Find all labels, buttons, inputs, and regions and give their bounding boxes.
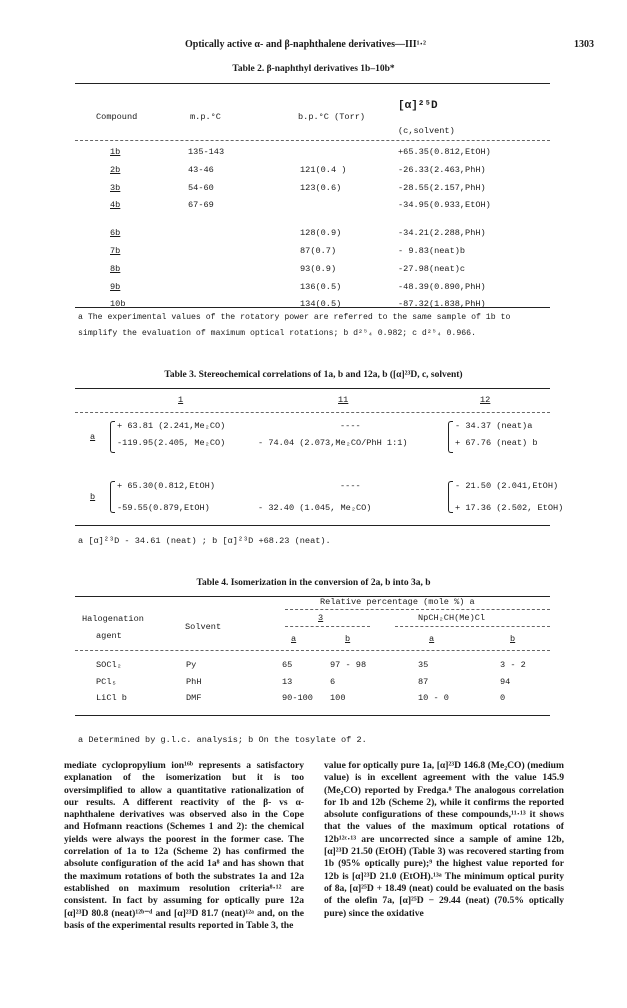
- table3-a-c2-2: - 74.04 (2.073,Me₂CO/PhH 1:1): [258, 438, 408, 448]
- table3-a-c3-1: - 34.37 (neat)a: [455, 421, 533, 431]
- table4-sub-b2: b: [510, 634, 516, 644]
- table2-mp-cell: 43-46: [188, 164, 214, 175]
- table2-rotation-cell: -34.21(2.288,PhH): [398, 228, 486, 239]
- table2-header-compound: Compound: [96, 112, 138, 122]
- table4-cell-np-a: 87: [418, 676, 429, 687]
- table2-compound-cell: 8b: [110, 263, 121, 274]
- table4-cell-3a: 90-100: [282, 693, 313, 703]
- table2-footnote-b: simplify the evaluation of maximum optical rotations; b d²⁵₄ 0.982; c d²⁵₄ 0.966.: [78, 329, 476, 338]
- table4-agent-cell: PCl₅: [96, 676, 117, 687]
- table3-row-label-a: a: [90, 432, 96, 442]
- table4-cell-3a: 13: [282, 676, 293, 687]
- table4-header-halogenation: Halogenation: [82, 614, 144, 624]
- table2-bp-cell: 123(0.6): [300, 182, 342, 193]
- table2-bp-cell: 128(0.9): [300, 228, 342, 239]
- table-rule: [75, 140, 550, 141]
- table4-relative-percentage: Relative percentage (mole %) a: [320, 597, 475, 607]
- table2-rotation-cell: - 9.83(neat)b: [398, 246, 466, 256]
- table3-a-c1-2: -119.95(2.405, Me₂CO): [117, 438, 226, 448]
- table4-sub-a2: a: [429, 634, 435, 644]
- table4-title: Table 4. Isomerization in the conversion of 2a, b into 3a, b: [196, 578, 431, 588]
- table2-bp-cell: 121(0.4 ): [300, 164, 347, 175]
- table2-rotation-cell: -26.33(2.463,PhH): [398, 164, 486, 175]
- table-rule: [285, 609, 550, 610]
- table2-bp-cell: 87(0.7): [300, 246, 337, 256]
- table2-rotation-cell: +65.35(0.812,EtOH): [398, 147, 491, 157]
- table4-agent-cell: SOCl₂: [96, 660, 122, 670]
- table2-compound-cell: 10b: [110, 299, 126, 310]
- table-rule: [75, 715, 550, 716]
- table-rule: [395, 626, 550, 627]
- table4-header-agent: agent: [96, 631, 122, 641]
- table3-title: Table 3. Stereochemical correlations of 1a, b and 12a, b ([α]²³D, c, solvent): [164, 370, 463, 380]
- body-text-right-column: value for optically pure 1a, [α]²³D 146.8 (Me₂CO) (medium value) is in excellent agreement with the value 145.9 (Me₂CO) reported by Fredga.⁸ The analogous correlation for 1b and 12b (Scheme 2), while it confirms the reported absolute configurations of these compounds,¹¹·¹³ it shows that the values of the maximum optical rotations of 12b¹²ᶜ·¹³ are uncorrected since a sample of amine 12b, [α]²³D 21.50 (EtOH) (Table 3) was recovered starting from 1b (95% optically pure);⁹ the highest value reported for 12b is [α]²³D 21.0 (EtOH).¹³ᵃ The minimum optical purity of 8a, [α]²⁵D + 18.49 (neat) could be evaluated on the basis of the olefin 7a, [α]²⁵D − 29.44 (neat) (70.5% optically pure) since the oxidative: [324, 760, 564, 919]
- table2-compound-cell: 2b: [110, 164, 121, 175]
- table4-cell-np-a: 35: [418, 660, 429, 670]
- table3-b-c1-2: -59.55(0.879,EtOH): [117, 503, 210, 513]
- table-rule: [285, 626, 370, 627]
- table2-header-bp: b.p.°C (Torr): [298, 112, 366, 122]
- table2-rotation-cell: -28.55(2.157,PhH): [398, 182, 486, 193]
- table4-cell-3b: 97 - 98: [330, 660, 367, 670]
- table2-rotation-cell: -27.98(neat)c: [398, 263, 466, 274]
- table-rule: [75, 412, 550, 413]
- table3-header-12: 12: [480, 395, 491, 405]
- brace: [110, 481, 115, 513]
- page-number: 1303: [574, 39, 594, 50]
- table4-agent-cell: LiCl b: [96, 693, 127, 703]
- table4-cell-np-b: 0: [500, 693, 506, 703]
- table3-header-1: 1: [178, 395, 184, 405]
- table4-cell-np-b: 94: [500, 676, 511, 687]
- table3-b-c2-2: - 32.40 (1.045, Me₂CO): [258, 503, 372, 513]
- table-rule: [75, 388, 550, 389]
- table2-mp-cell: 67-69: [188, 200, 214, 211]
- table2-rotation-cell: -34.95(0.933,EtOH): [398, 200, 491, 211]
- table4-cell-np-a: 10 - 0: [418, 693, 449, 703]
- table2-footnote-a: a The experimental values of the rotatory power are referred to the same sample of 1b to: [78, 313, 511, 322]
- table4-solvent-cell: DMF: [186, 693, 202, 703]
- table4-sub-b1: b: [345, 634, 351, 644]
- table3-b-c3-2: + 17.36 (2.502, EtOH): [455, 503, 564, 513]
- table2-bp-cell: 136(0.5): [300, 281, 342, 292]
- table-rule: [75, 596, 550, 597]
- table4-cell-np-b: 3 - 2: [500, 660, 526, 670]
- table2-compound-cell: 3b: [110, 182, 121, 193]
- table2-rotation-cell: -48.39(0.890,PhH): [398, 281, 486, 292]
- table3-a-c3-2: + 67.76 (neat) b: [455, 438, 538, 448]
- table3-b-c1-1: + 65.30(0.812,EtOH): [117, 481, 215, 491]
- table2-title: Table 2. β-naphthyl derivatives 1b–10b*: [232, 64, 395, 74]
- table4-sub-a1: a: [291, 634, 297, 644]
- table4-footnote: a Determined by g.l.c. analysis; b On the tosylate of 2.: [78, 735, 367, 745]
- table2-header-rotation: [α]²⁵D: [398, 100, 438, 112]
- table4-cell-3b: 6: [330, 676, 336, 687]
- brace: [448, 421, 453, 453]
- table4-header-solvent: Solvent: [185, 622, 222, 632]
- table2-bp-cell: 134(0.5): [300, 299, 342, 310]
- table4-header-3: 3: [318, 613, 324, 623]
- table4-cell-3b: 100: [330, 693, 346, 703]
- running-title: Optically active α- and β-naphthalene derivatives—III¹·²: [185, 39, 427, 50]
- table4-cell-3a: 65: [282, 660, 293, 670]
- table2-mp-cell: 135-143: [188, 147, 225, 157]
- table2-header-mp: m.p.°C: [190, 112, 221, 122]
- table3-b-c2-1: ----: [340, 481, 361, 491]
- table2-compound-cell: 6b: [110, 228, 121, 239]
- table2-compound-cell: 1b: [110, 147, 121, 157]
- table3-b-c3-1: - 21.50 (2.041,EtOH): [455, 481, 559, 491]
- brace: [110, 421, 115, 453]
- table2-compound-cell: 9b: [110, 281, 121, 292]
- table-rule: [75, 650, 550, 651]
- table4-solvent-cell: PhH: [186, 676, 202, 687]
- table2-mp-cell: 54-60: [188, 182, 214, 193]
- table4-solvent-cell: Py: [186, 660, 197, 670]
- table2-bp-cell: 93(0.9): [300, 263, 337, 274]
- table4-header-npch: NpCH₂CH(Me)Cl: [418, 613, 486, 623]
- table-rule: [75, 525, 550, 526]
- table-rule: [75, 307, 550, 308]
- table3-footnote: a [α]²³D - 34.61 (neat) ; b [α]²³D +68.23 (neat).: [78, 536, 331, 546]
- table3-a-c2-1: ----: [340, 421, 361, 431]
- body-text-left-column: mediate cyclopropylium ion¹⁶ᵇ represents a satisfactory explanation of the isomerization but it is too oversimplified to allow a quantitative rationalization of our results. A different reactivity of the β- vs α-naphthalene derivatives was observed also in the Cope and Hofmann reactions (Schemes 1 and 2): the chemical yields were always the poorest in the former case. The correlation of 1a to 12a (Scheme 2) has confirmed the absolute configuration of the acid 1a⁸ and has shown that the maximum rotations of both the substrates 1a and 12a established on maximum resolution criteria⁸·¹² are consistent. In fact by assuming for optically pure 12a [α]²³D 80.8 (neat)¹²ᵇ⁻ᵈ and [α]²³D 81.7 (neat)¹²ᵃ and, on the basis of the experimental results reported in Table 3, the: [64, 760, 304, 931]
- table-rule: [75, 83, 550, 84]
- table3-a-c1-1: + 63.81 (2.241,Me₂CO): [117, 421, 226, 431]
- brace: [448, 481, 453, 513]
- table2-rotation-cell: -87.32(1.838,PhH): [398, 299, 486, 310]
- table3-header-11: 11: [338, 395, 349, 405]
- table2-header-rotation-sub: (c,solvent): [398, 126, 455, 136]
- table2-compound-cell: 7b: [110, 246, 121, 256]
- table3-row-label-b: b: [90, 492, 96, 502]
- table2-compound-cell: 4b: [110, 200, 121, 211]
